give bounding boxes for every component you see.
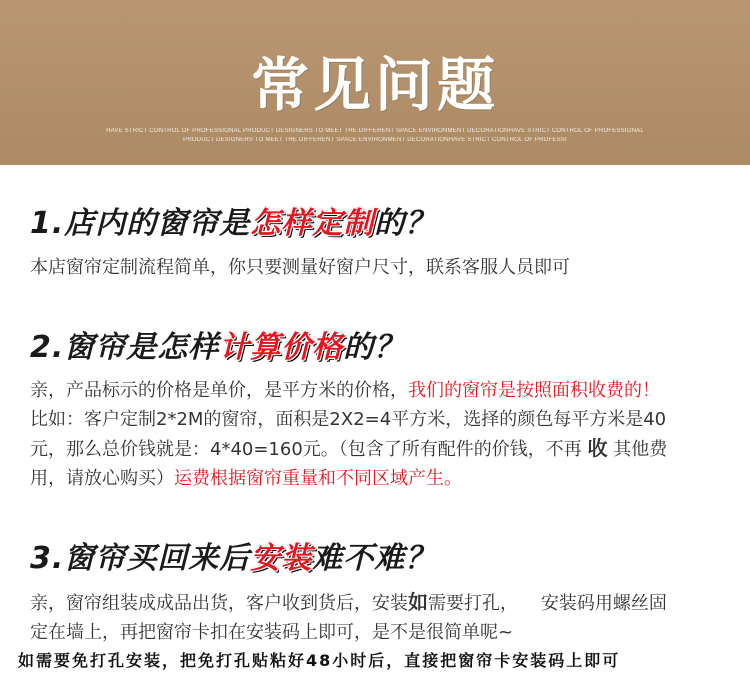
answer-2-line-3-text-b: 其他费: [607, 439, 668, 460]
question-1-text-post: 的？: [374, 206, 437, 241]
question-3-text-post: 难不难？: [312, 541, 437, 576]
question-3-number: 3.: [30, 541, 65, 576]
answer-3-line-1-text-b: 需要打孔， 安装码用螺丝固: [428, 593, 667, 614]
answer-3-line-1-bold: 如: [408, 590, 428, 614]
answer-2-line-1: [30, 376, 730, 405]
question-2-highlight: 计算价格: [219, 330, 344, 365]
page-title: 常见问题: [250, 51, 499, 119]
banner-subtitle-line-2: PRODUCT DESIGNERS TO MEET THE DIFFERENT SPACE ENVIRONMENT DECORATIONHAVE STRICT CONTROL OF PROFESSI: [183, 137, 567, 143]
answer-3-line-1: [30, 588, 730, 618]
question-1-number: 1.: [30, 206, 65, 241]
question-1-text-pre: 店内的窗帘是: [64, 206, 251, 241]
question-2-answer: [30, 376, 730, 493]
answer-2-line-3-text-a: 元，那么总价钱就是：4*40=160元。（包含了所有配件的价钱，不再: [30, 439, 588, 460]
answer-3-line-1-text-a: 亲，窗帘组装成成品出货，客户收到货后，安装: [30, 593, 408, 614]
question-2-number: 2.: [30, 330, 65, 365]
installation-note: 如需要免打孔安装，把免打孔贴粘好48小时后，直接把窗帘卡安装码上即可: [18, 651, 621, 670]
question-2-heading: [30, 322, 405, 366]
answer-3-line-2: 定在墙上，再把窗帘卡扣在安装码上即可，是不是很简单呢~: [30, 622, 514, 643]
answer-2-line-4-red: 运费根据窗帘重量和不同区域产生。: [174, 468, 462, 489]
answer-2-line-1-text: 亲，产品标示的价格是单价，是平方米的价格，: [30, 380, 408, 401]
question-2-text-pre: 窗帘是怎样: [64, 330, 220, 365]
question-2-text-post: 的？: [343, 330, 406, 365]
answer-2-line-2: 比如：客户定制2*2M的窗帘，面积是2X2=4平方米，选择的颜色每平方米是40: [30, 409, 667, 430]
answer-2-line-4: [30, 464, 730, 493]
answer-2-line-3: [30, 434, 730, 464]
banner-subtitle-line-1: HAVE STRICT CONTROL OF PROFESSIONAL PRODUCT DESIGNERS TO MEET THE DIFFERENT SPACE ENVIRONMENT DECORATIONHAVE STRICT CONTROL OF PROFESSIONAL: [106, 128, 644, 134]
question-1-answer: 本店窗帘定制流程简单，你只要测量好窗户尺寸，联系客服人员即可: [30, 257, 570, 278]
question-3-heading: [30, 533, 436, 577]
question-1-highlight: 怎样定制: [250, 206, 375, 241]
answer-2-line-3-bold: 收: [587, 436, 608, 460]
header-banner: [0, 0, 750, 165]
question-3-text-pre: 窗帘买回来后: [64, 541, 251, 576]
answer-2-line-1-red: 我们的窗帘是按照面积收费的！: [408, 380, 660, 401]
question-3-answer: [30, 588, 730, 647]
answer-2-line-4-text: 用，请放心购买）: [30, 468, 174, 489]
question-1-heading: [30, 198, 436, 242]
question-3-highlight: 安装: [250, 541, 313, 576]
